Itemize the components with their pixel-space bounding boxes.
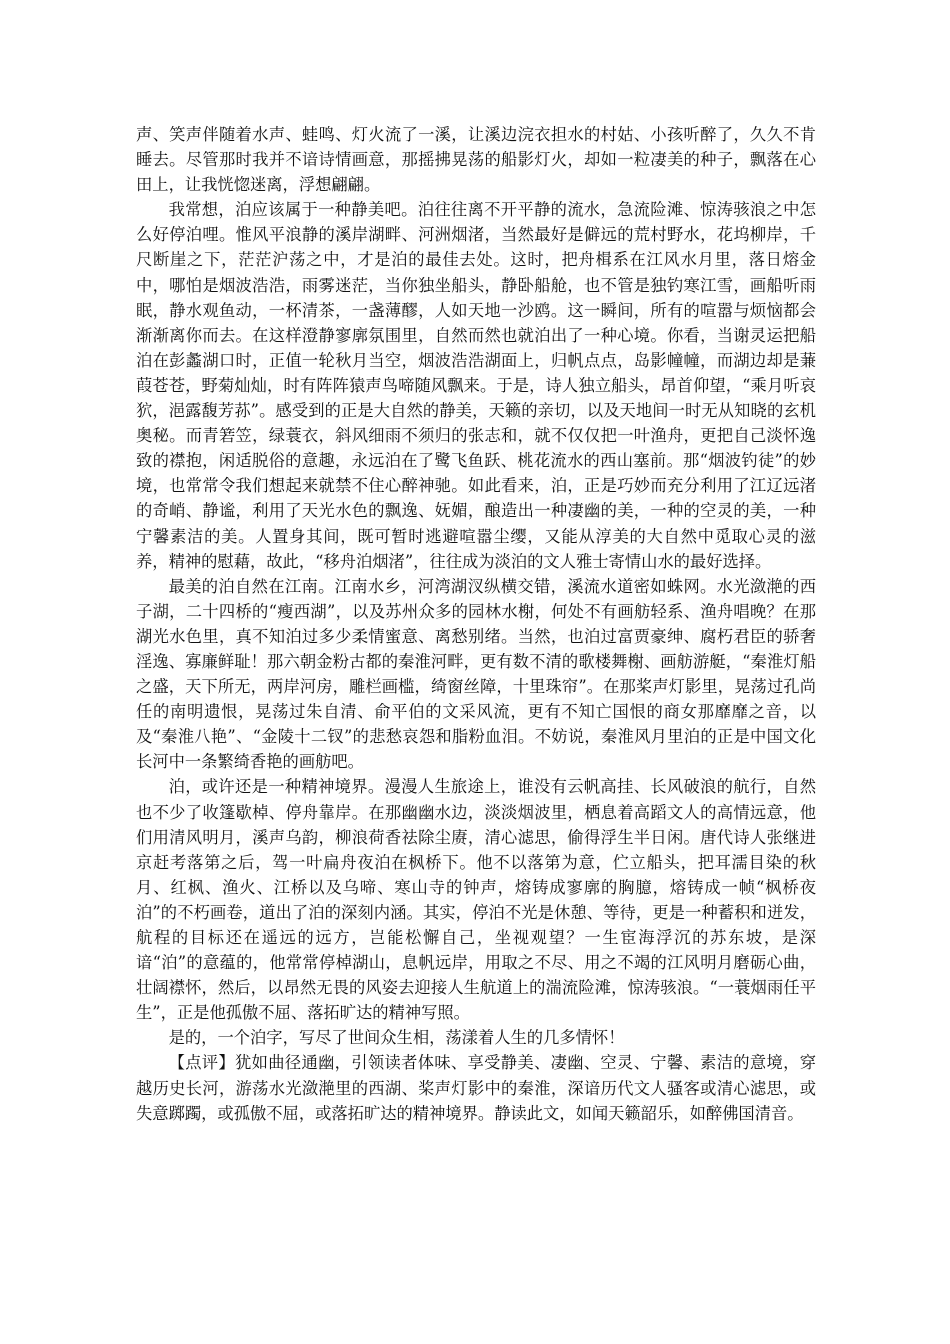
paragraph-1: 声、笑声伴随着水声、蛙鸣、灯火流了一溪，让溪边浣衣担水的村姑、小孩听醉了，久久不肯睡去。尽管那时我并不谙诗情画意，那摇拂晃荡的船影灯火，却如一粒凄美的种子，飘落在心田上，让我恍惚迷离，浮想翩翩。 bbox=[136, 125, 816, 195]
paragraph-5: 是的，一个泊字，写尽了世间众生相，荡漾着人生的几多情怀！ bbox=[168, 1028, 625, 1048]
paragraph-2: 我常想，泊应该属于一种静美吧。泊往往离不开平静的流水，急流险滩、惊涛骇浪之中怎么好停泊哩。惟风平浪静的溪岸湖畔、河洲烟渚，当然最好是僻远的荒村野水，花坞柳岸，千尺断崖之下，茫茫沪荡之中，才是泊的最佳去处。这时，把舟楫系在江风水月里，落日熔金中，哪怕是烟波浩浩，雨雾迷茫，当你独坐船头，静卧船舱，也不管是独钓寒江雪，画船听雨眠，静水观鱼动，一杯清茶，一盏薄醪，人如天地一沙鸥。这一瞬间，所有的喧嚣与烦恼都会渐渐离你而去。在这样澄静寥廓氛围里，自然而然也就泊出了一种心境。你看，当谢灵运把船泊在彭蠡湖口时，正值一轮秋月当空，烟波浩浩湖面上，归帆点点，岛影幢幢，而湖边却是蒹葭苍苍，野菊灿灿，时有阵阵猿声鸟啼随风飘来。于是，诗人独立船头，昂首仰望，“乘月听哀狖，浥露馥芳荪”。感受到的正是大自然的静美，天籁的亲切，以及天地间一时无从知晓的玄机奥秘。而青箬笠，绿蓑衣，斜风细雨不须归的张志和，就不仅仅把一叶渔舟，更把自己淡怀逸致的襟抱，闲适脱俗的意趣，永远泊在了鹭飞鱼跃、桃花流水的西山塞前。那“烟波钓徒”的妙境，也常常令我们想起来就禁不住心醉神驰。如此看来，泊，正是巧妙而充分利用了江辽远渚的奇峭、静谧，利用了天光水色的飘逸、妩媚，酿造出一种凄幽的美，一种的空灵的美，一种宁馨素洁的美。人置身其间，既可暂时逃避喧嚣尘缨，又能从淳美的大自然中觅取心灵的滋养，精神的慰藉，故此，“移舟泊烟渚”，往往成为淡泊的文人雅士寄情山水的最好选择。 bbox=[136, 200, 816, 571]
document-page bbox=[136, 122, 816, 1126]
paragraph-3: 最美的泊自然在江南。江南水乡，河湾湖汊纵横交错，溪流水道密如蛛网。水光潋滟的西子湖，二十四桥的“瘦西湖”，以及苏州众多的园林水榭，何处不有画舫轻系、渔舟唱晚？在那湖光水色里，真不知泊过多少柔情蜜意、离愁别绪。当然，也泊过富贾豪绅、腐朽君臣的骄奢淫逸、寡廉鲜耻！那六朝金粉古都的秦淮河畔，更有数不清的歌楼舞榭、画舫游艇，“秦淮灯船之盛，天下所无，两岸河房，雕栏画槛，绮窗丝障，十里珠帘”。在那桨声灯影里，晃荡过孔尚任的南明遗恨，晃荡过朱自清、俞平伯的文采风流，更有不知亡国恨的商女那靡靡之音，以及“秦淮八艳”、“金陵十二钗”的悲愁哀怨和脂粉血泪。不妨说，秦淮风月里泊的正是中国文化长河中一条繁绮香艳的画舫吧。 bbox=[136, 576, 816, 772]
paragraph-4: 泊，或许还是一种精神境界。漫漫人生旅途上，谁没有云帆高挂、长风破浪的航行，自然也不少了收篷歇棹、停舟靠岸。在那幽幽水边，淡淡烟波里，栖息着高蹈文人的高情远意，他们用清风明月，溪声乌韵，柳浪荷香祛除尘赓，清心滤思，偷得浮生半日闲。唐代诗人张继进京赶考落第之后，驾一叶扁舟夜泊在枫桥下。他不以落第为意，伫立船头，把耳濡目染的秋月、红枫、渔火、江桥以及乌啼、寒山寺的钟声，熔铸成寥廓的胸臆，熔铸成一帧“枫桥夜泊”的不朽画卷，道出了泊的深刻内涵。其实，停泊不光是休憩、等待，更是一种蓄积和迸发，航程的目标还在遥远的远方，岂能松懈自己，坐视观望？一生宦海浮沉的苏东坡，是深谙“泊”的意蕴的，他常常停棹湖山，息帆远岸，用取之不尽、用之不竭的江风明月磨砺心曲，壮阔襟怀，然后，以昂然无畏的风姿去迎接人生航道上的湍流险滩，惊涛骇浪。“一蓑烟雨任平生”，正是他孤傲不屈、落拓旷达的精神写照。 bbox=[136, 777, 816, 1023]
commentary-paragraph: 【点评】犹如曲径通幽，引领读者体味、享受静美、凄幽、空灵、宁馨、素洁的意境，穿越历史长河，游荡水光潋滟里的西湖、桨声灯影中的秦淮，深谙历代文人骚客或清心滤思，或失意踯躅，或孤傲不屈，或落拓旷达的精神境界。静读此文，如闻天籁韶乐，如醉佛国清音。 bbox=[136, 1053, 816, 1123]
